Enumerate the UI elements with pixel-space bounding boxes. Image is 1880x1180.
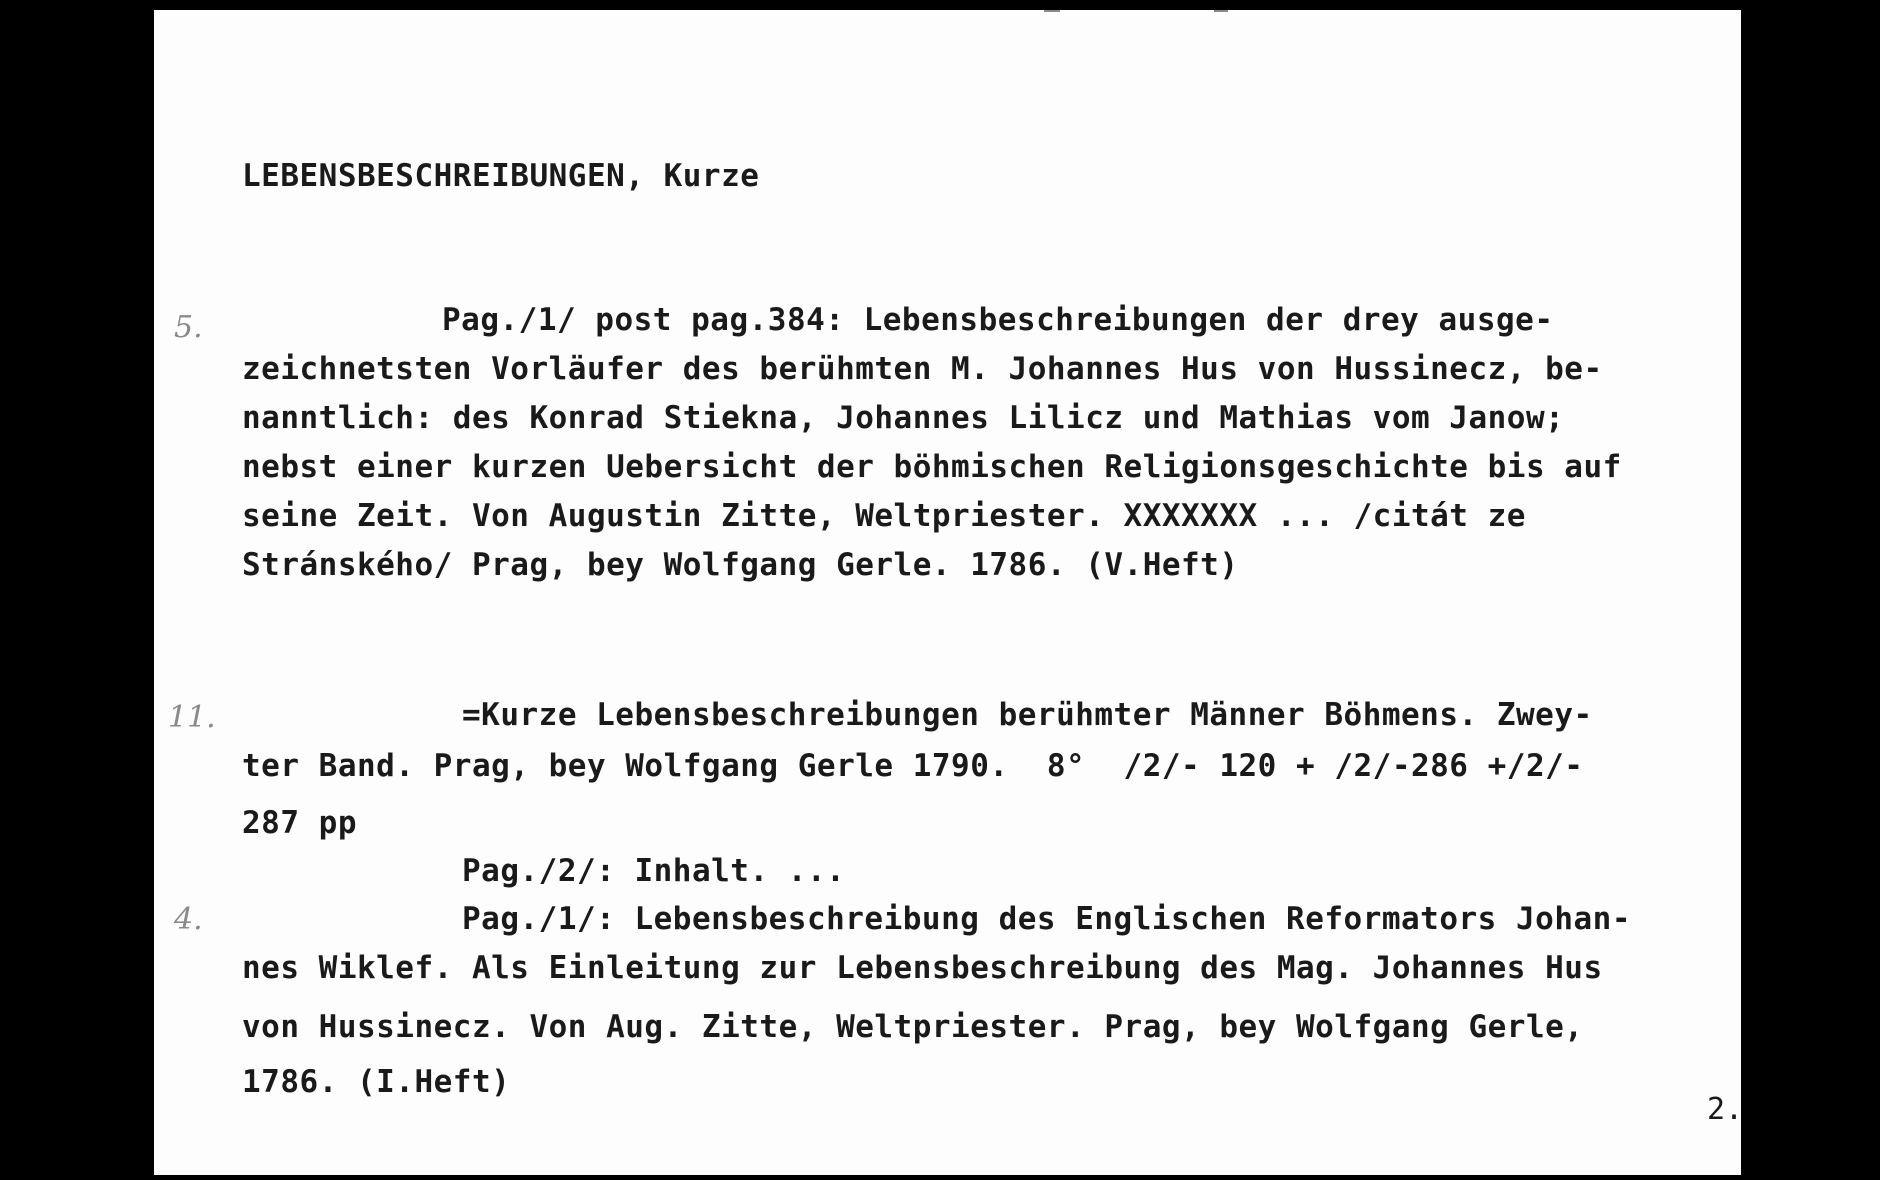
entry2-line: 287 pp — [242, 805, 357, 841]
entry1-line: seine Zeit. Von Augustin Zitte, Weltpriester. XXXXXXX ... /citát ze — [242, 498, 1526, 534]
card-heading: LEBENSBESCHREIBUNGEN, Kurze — [242, 158, 760, 194]
margin-note-entry3: 4. — [174, 902, 203, 937]
entry1-line: nanntlich: des Konrad Stiekna, Johannes Lilicz und Mathias vom Janow; — [242, 400, 1565, 436]
entry1-line: Pag./1/ post pag.384: Lebensbeschreibungen der drey ausge- — [442, 302, 1554, 338]
entry2-line: =Kurze Lebensbeschreibungen berühmter Männer Böhmens. Zwey- — [462, 697, 1593, 733]
entry3-line: 1786. (I.Heft) — [242, 1064, 511, 1100]
entry1-line: zeichnetsten Vorläufer des berühmten M. Johannes Hus von Hussinecz, be- — [242, 351, 1603, 387]
scan-mark — [1044, 10, 1060, 12]
entry3-line: von Hussinecz. Von Aug. Zitte, Weltpriester. Prag, bey Wolfgang Gerle, — [242, 1009, 1584, 1045]
catalog-card — [154, 10, 1744, 1175]
entry1-line: Stránského/ Prag, bey Wolfgang Gerle. 1786. (V.Heft) — [242, 547, 1239, 583]
entry3-line: Pag./1/: Lebensbeschreibung des Englischen Reformators Johan- — [462, 901, 1631, 937]
page-number: 2. — [1707, 1092, 1744, 1127]
margin-note-entry2: 11. — [168, 700, 216, 735]
entry3-line: nes Wiklef. Als Einleitung zur Lebensbeschreibung des Mag. Johannes Hus — [242, 950, 1603, 986]
scan-mark — [1214, 10, 1228, 12]
entry2-line: ter Band. Prag, bey Wolfgang Gerle 1790. 8° /2/- 120 + /2/-286 +/2/- — [242, 748, 1584, 784]
margin-note-entry1: 5. — [174, 310, 203, 345]
entry1-line: nebst einer kurzen Uebersicht der böhmischen Religionsgeschichte bis auf — [242, 449, 1622, 485]
contents-line: Pag./2/: Inhalt. ... — [462, 853, 846, 889]
